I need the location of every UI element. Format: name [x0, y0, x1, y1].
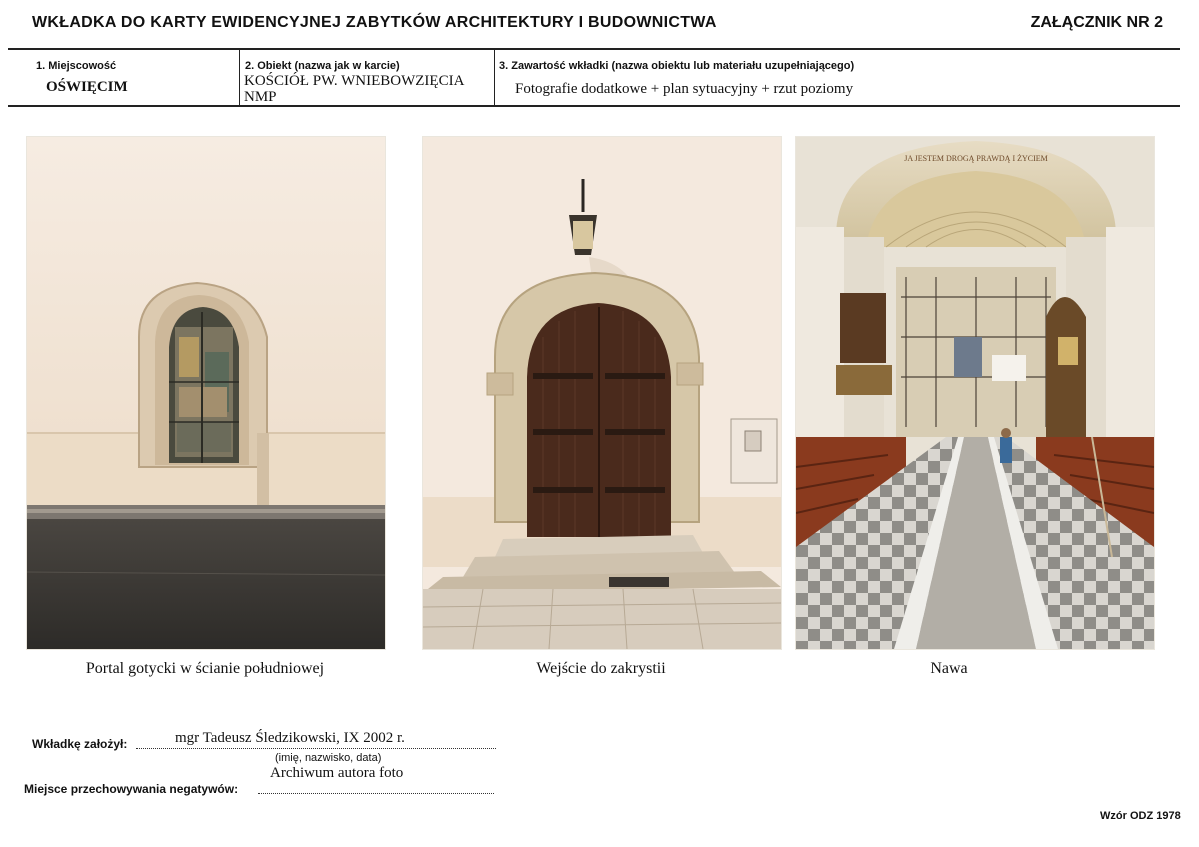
locality-label: 1. Miejscowość [36, 60, 117, 72]
header-bottom-rule [8, 105, 1180, 107]
founder-label: Wkładkę założył: [32, 737, 128, 751]
founder-hint: (imię, nazwisko, data) [275, 752, 382, 764]
caption-sacristy-entrance: Wejście do zakrystii [536, 660, 666, 677]
contents-label: 3. Zawartość wkładki (nazwa obiektu lub materiału uzupełniającego) [499, 60, 855, 72]
caption-nave: Nawa [930, 660, 968, 677]
locality-value: OŚWIĘCIM [46, 79, 128, 95]
field-divider-1 [239, 49, 240, 105]
annex-number: ZAŁĄCZNIK NR 2 [1030, 14, 1163, 31]
storage-value: Archiwum autora foto [270, 765, 404, 781]
storage-label: Miejsce przechowywania negatywów: [24, 782, 239, 796]
photo-gothic-portal [26, 136, 386, 650]
page-title: WKŁADKA DO KARTY EWIDENCYJNEJ ZABYTKÓW ARCHITEKTURY I BUDOWNICTWA [32, 14, 717, 31]
object-label: 2. Obiekt (nazwa jak w karcie) [245, 60, 400, 72]
gothic-portal-image [27, 137, 385, 649]
storage-dotted-line [258, 793, 494, 794]
founder-dotted-line [136, 748, 496, 749]
field-divider-2 [494, 49, 495, 105]
form-code: Wzór ODZ 1978 [1100, 810, 1181, 822]
sacristy-entrance-image [423, 137, 781, 649]
photo-sacristy-entrance [422, 136, 782, 650]
object-value-line2: NMP [244, 89, 277, 105]
header-top-rule [8, 48, 1180, 50]
nave-image [796, 137, 1154, 649]
nave-banner-text: JA JESTEM DROGĄ PRAWDĄ I ŻYCIEM [904, 154, 1048, 163]
photo-nave [795, 136, 1155, 650]
caption-gothic-portal: Portal gotycki w ścianie południowej [85, 660, 325, 677]
object-value-line1: KOŚCIÓŁ PW. WNIEBOWZIĘCIA [244, 73, 465, 89]
contents-value: Fotografie dodatkowe + plan sytuacyjny + rzut poziomy [515, 81, 854, 97]
founder-value: mgr Tadeusz Śledzikowski, IX 2002 r. [175, 730, 405, 746]
